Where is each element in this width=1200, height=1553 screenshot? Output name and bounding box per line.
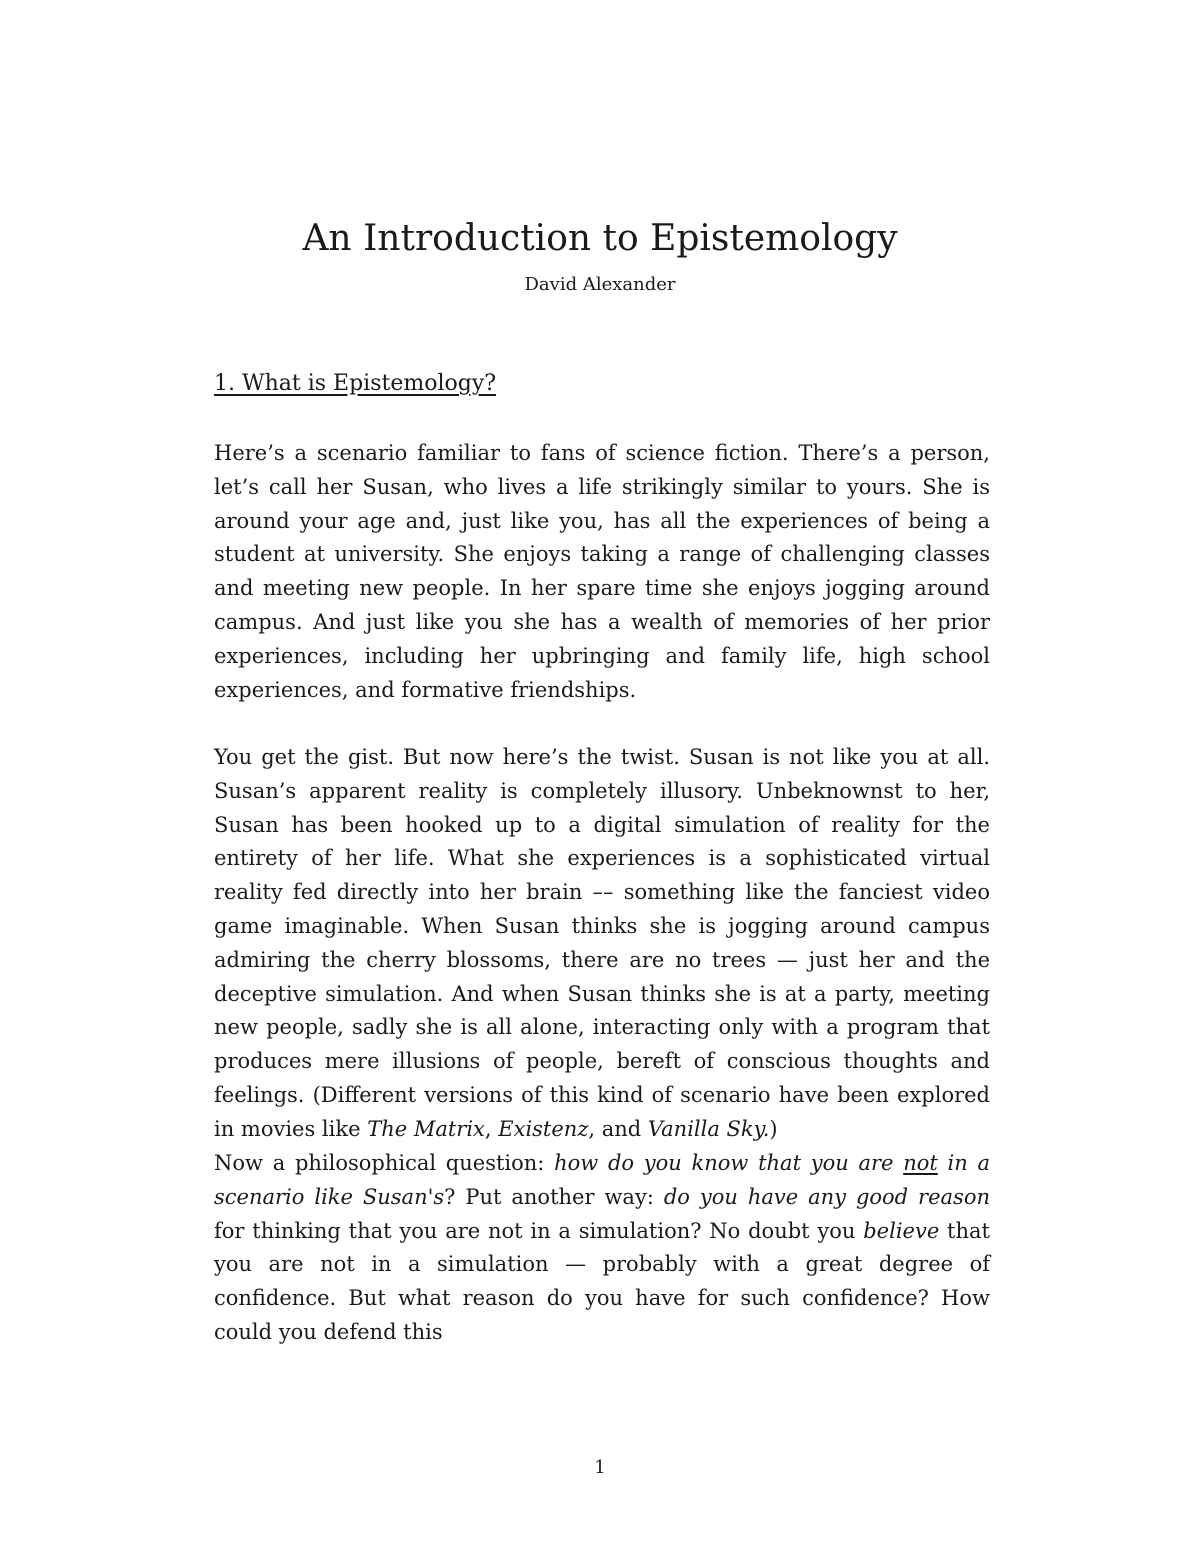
emphasis-question-part: in a scenario like Susan's — [214, 1151, 990, 1209]
paragraph-2-separator: , and — [588, 1116, 648, 1141]
page-number: 1 — [594, 1457, 606, 1478]
paragraph-3-text: for thinking that you are not in a simulation? No doubt you — [214, 1218, 864, 1243]
document-title: An Introduction to Epistemology — [302, 218, 898, 259]
paragraph-3-text: that you are not in a simulation — probably with a great degree of confidence. But what reason do you have for such confidence? How could you defend this — [214, 1218, 990, 1344]
movie-title-vanilla-sky: Vanilla Sky. — [647, 1116, 770, 1141]
paragraph-2 — [214, 741, 990, 1147]
paragraph-3-text: ? Put another way: — [444, 1184, 664, 1209]
paragraph-2-end: ) — [769, 1116, 778, 1141]
document-author: David Alexander — [524, 274, 676, 295]
paragraph-2-text: You get the gist. But now here’s the twist. Susan is not like you at all. Susan’s apparent reality is completely illusory. Unbeknownst to her, Susan has been hooked up to a digital simulation of reality for the entirety of her life. What she experiences is a sophisticated virtual reality fed directly into her brain –– something like the fanciest video game imaginable. When Susan thinks she is jogging around campus admiring the cherry blossoms, there are no trees — just her and the deceptive simulation. And when Susan thinks she is at a party, meeting new people, sadly she is all alone, interacting only with a program that produces mere illusions of people, bereft of conscious thoughts and feelings. (Different versions of this kind of scenario have been explored in movies like — [214, 745, 990, 1141]
emphasis-question-part: how do you know that you are — [554, 1151, 904, 1175]
emphasis-good-reason: do you have any good reason — [663, 1184, 990, 1209]
paragraph-1: Here’s a scenario familiar to fans of science fiction. There’s a person, let’s call her Susan, who lives a life strikingly similar to yours. She is around your age and, just like you, has all the experiences of being a student at university. She enjoys taking a range of challenging classes and meeting new people. In her spare time she enjoys jogging around campus. And just like you she has a wealth of memories of her prior experiences, including her upbringing and family life, high school experiences, and formative friendships. — [214, 441, 990, 702]
movie-title-existenz: Existenz — [498, 1116, 589, 1141]
emphasis-not: not — [903, 1151, 938, 1175]
movie-title-matrix: The Matrix — [367, 1116, 485, 1141]
paragraph-3-text: Now a philosophical question: — [214, 1151, 555, 1175]
paragraph-2-separator: , — [484, 1116, 499, 1141]
paragraph-3 — [214, 1147, 990, 1350]
emphasis-believe: believe — [863, 1218, 940, 1243]
section-heading: 1. What is Epistemology? — [214, 371, 497, 396]
